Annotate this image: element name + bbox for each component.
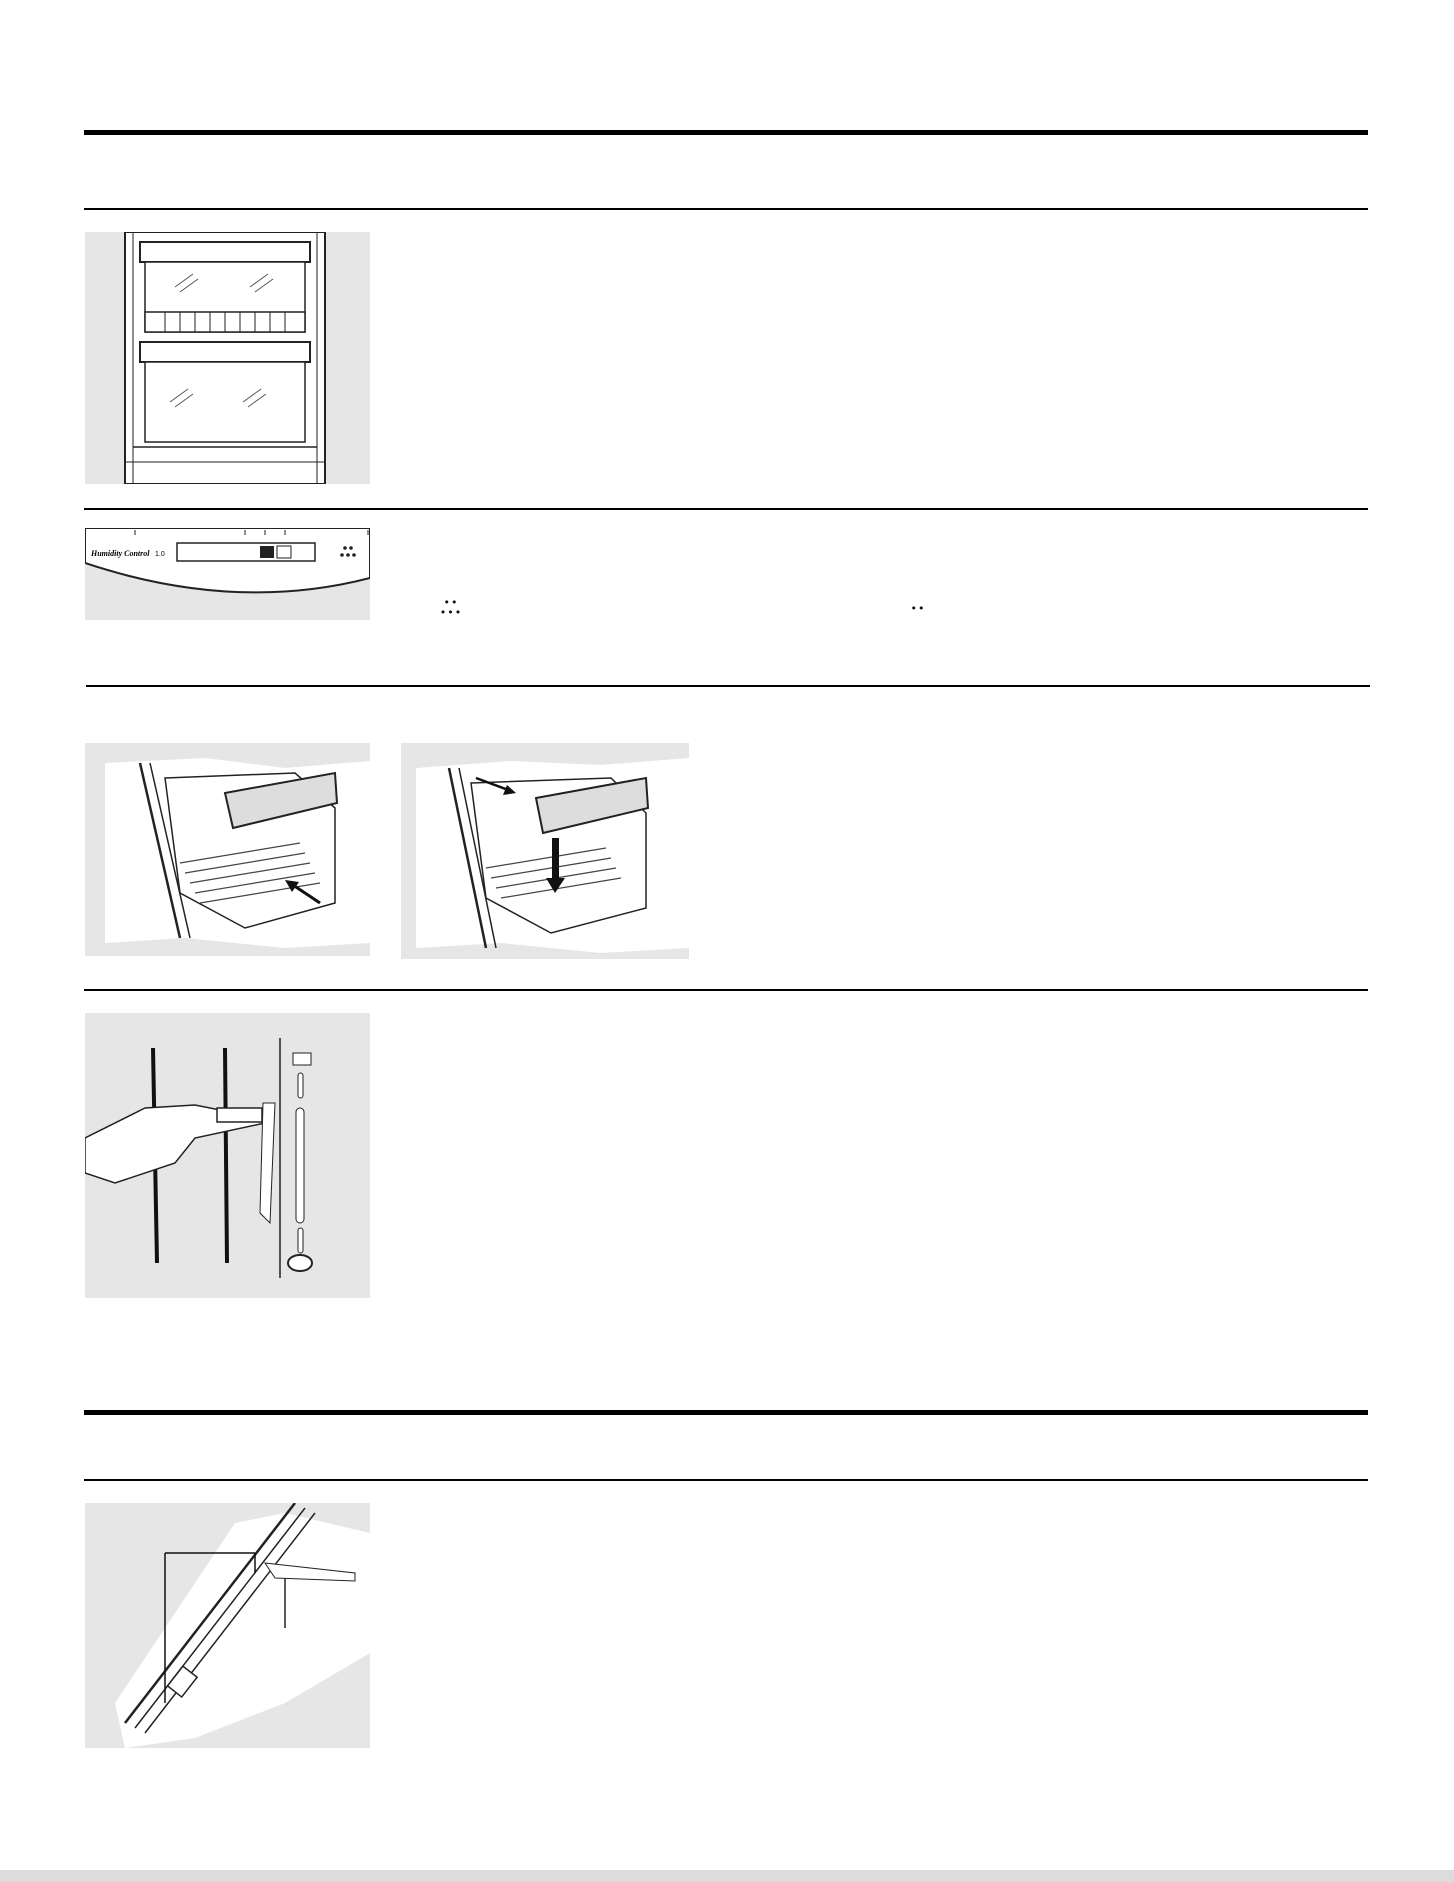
drops-low: •• <box>910 602 926 615</box>
freezer-rail-illustration <box>85 1503 370 1748</box>
humidity-control-setting: 1.0 <box>155 551 165 558</box>
humidity-high-drops-icon <box>436 598 466 618</box>
humidity-control-illustration <box>85 528 370 620</box>
drops-top: •• <box>443 596 459 609</box>
drawers-illustration <box>85 232 370 484</box>
drawer-removal-illustration <box>85 743 370 956</box>
section-rule <box>84 208 1368 210</box>
humidity-low-drops-icon <box>906 604 930 614</box>
section-rule <box>84 989 1368 991</box>
section-rule <box>84 508 1368 510</box>
drops-bottom: ••• <box>439 606 463 619</box>
page-bottom-strip <box>0 1870 1454 1882</box>
drawer-lift-illustration <box>401 743 689 959</box>
section-rule <box>86 685 1370 687</box>
section-rule <box>84 1479 1368 1481</box>
section-rule-top <box>84 130 1368 135</box>
humidity-control-label: Humidity Control <box>91 549 150 558</box>
section-rule-top-2 <box>84 1410 1368 1415</box>
bin-adjust-illustration <box>85 1013 370 1298</box>
